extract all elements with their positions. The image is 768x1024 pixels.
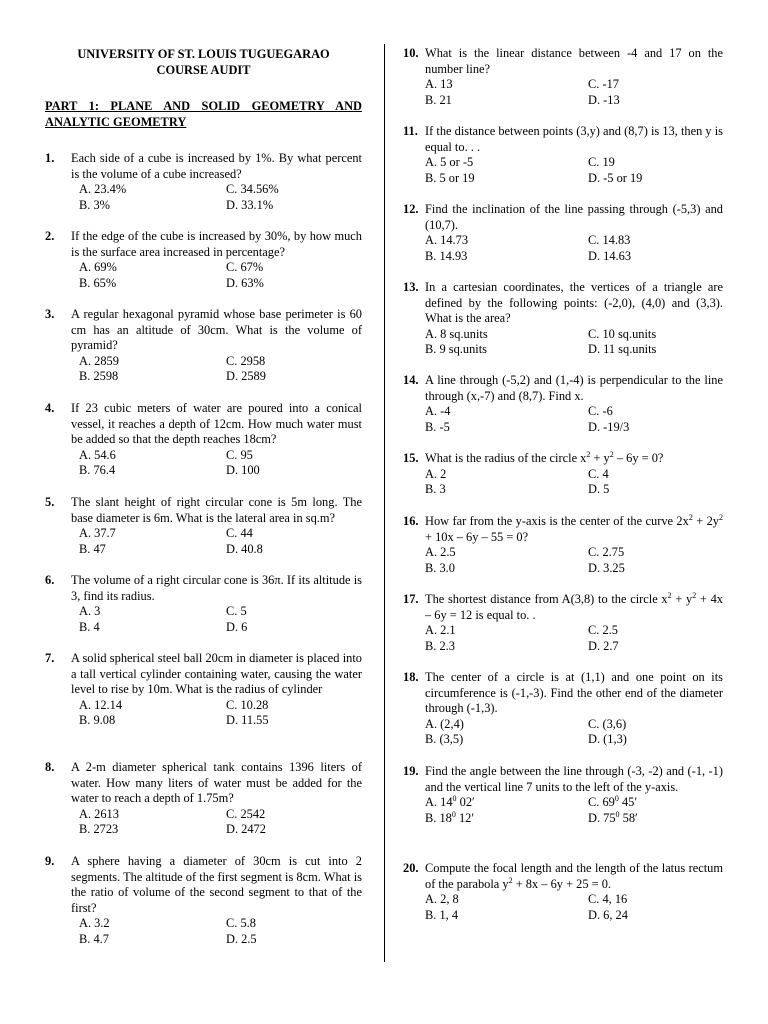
question-7 — [45, 651, 362, 729]
choice-row — [79, 463, 362, 479]
answer-choice: A. 69% — [79, 260, 117, 275]
answer-choices — [425, 233, 723, 264]
answer-choice: A. 3.2 — [79, 916, 110, 931]
answer-choice: D. 11.55 — [226, 713, 269, 728]
choice-row — [425, 908, 723, 924]
answer-choice: C. 4 — [588, 466, 609, 481]
question-number: 19. — [403, 764, 419, 778]
text-segment: D. 75 — [588, 810, 616, 825]
answer-choice: A. (2,4) — [425, 716, 464, 731]
choice-row — [79, 260, 362, 276]
text-segment: The shortest distance from A(3,8) to the circle x — [425, 592, 668, 606]
question-text: A regular hexagonal pyramid whose base perimeter is 60 cm has an altitude of 30cm. What is the volume of pyramid? — [71, 307, 362, 353]
question-text: In a cartesian coordinates, the vertices of a triangle are defined by the following points: (-2,0), (4,0) and (3,3). What is the area? — [425, 280, 723, 326]
choice-row — [79, 807, 362, 823]
answer-choices — [79, 260, 362, 291]
text-segment: + 2y — [692, 514, 719, 528]
answer-choice — [425, 811, 588, 827]
question-number: 3. — [45, 307, 55, 321]
answer-choice: D. 63% — [226, 275, 264, 290]
answer-choice: D. 3.25 — [588, 560, 625, 575]
choice-row — [79, 916, 362, 932]
question-number: 20. — [403, 861, 419, 875]
question-number: 6. — [45, 573, 55, 587]
answer-choice: B. 9 sq.units — [425, 342, 487, 357]
answer-choice: B. 3 — [425, 482, 446, 497]
answer-choice: C. 5.8 — [226, 916, 256, 931]
choice-row — [79, 369, 362, 385]
answer-choice: A. 2.5 — [425, 545, 456, 560]
question-text: If the edge of the cube is increased by 30%, by how much is the surface area increased in percentage? — [71, 229, 362, 259]
text-segment: 45′ — [618, 795, 638, 810]
column-divider — [384, 44, 385, 962]
answer-choice: A. 54.6 — [79, 447, 116, 462]
superscript: 2 — [586, 449, 591, 459]
question-3 — [45, 307, 362, 385]
choice-row — [425, 233, 723, 249]
question-1 — [45, 151, 362, 213]
text-segment: + 10x – 6y – 55 = 0? — [425, 529, 529, 544]
choice-row — [425, 892, 723, 908]
question-text: The volume of a right circular cone is 36π. If its altitude is 3, find its radius. — [71, 573, 362, 603]
text-segment: + y — [590, 451, 610, 465]
answer-choices — [79, 448, 362, 479]
question-19 — [403, 764, 723, 826]
question-4 — [45, 401, 362, 479]
answer-choice — [425, 795, 588, 811]
choice-row — [425, 77, 723, 93]
answer-choice: C. 2958 — [226, 353, 266, 368]
answer-choice: A. 12.14 — [79, 697, 123, 712]
answer-choice — [588, 795, 637, 811]
text-segment: C. 69 — [588, 795, 615, 810]
choice-row — [79, 713, 362, 729]
question-5 — [45, 495, 362, 557]
answer-choice: D. 5 — [588, 482, 610, 497]
question-number: 18. — [403, 670, 419, 684]
answer-choice: A. 37.7 — [79, 526, 116, 541]
superscript: 2 — [609, 449, 614, 459]
choice-row — [425, 732, 723, 748]
answer-choices — [425, 717, 723, 748]
answer-choice: B. 9.08 — [79, 713, 116, 728]
answer-choice: A. 14.73 — [425, 233, 469, 248]
question-text: Find the angle between the line through (-3, -2) and (-1, -1) and the vertical line 7 units to the left of the y-axis. — [425, 764, 723, 794]
choice-row — [79, 182, 362, 198]
superscript: 0 — [451, 809, 456, 819]
question-text: The slant height of right circular cone is 5m long. The base diameter is 6m. What is the lateral area in sq.m? — [71, 495, 362, 525]
choice-row — [79, 276, 362, 292]
choice-row — [425, 795, 723, 811]
answer-choice: B. 2598 — [79, 369, 119, 384]
question-15 — [403, 451, 723, 498]
question-17 — [403, 592, 723, 654]
choice-row — [425, 155, 723, 171]
answer-choices — [425, 892, 723, 923]
answer-choice: B. 2723 — [79, 822, 119, 837]
answer-choice: D. 2.5 — [226, 931, 257, 946]
answer-choices — [79, 526, 362, 557]
choice-row — [425, 93, 723, 109]
answer-choices — [425, 623, 723, 654]
question-text: A solid spherical steel ball 20cm in diameter is placed into a tall vertical cylinder containing water, causing the water level to rise by 10m. What is the radius of cylinder — [71, 651, 362, 697]
answer-choice: B. 4 — [79, 619, 100, 634]
choice-row — [79, 198, 362, 214]
answer-choice: A. 5 or -5 — [425, 155, 474, 170]
question-number: 11. — [403, 124, 418, 138]
question-13 — [403, 280, 723, 358]
question-9 — [45, 854, 362, 948]
question-number: 17. — [403, 592, 419, 606]
answer-choice: B. -5 — [425, 419, 450, 434]
answer-choices — [79, 698, 362, 729]
question-12 — [403, 202, 723, 264]
question-number: 4. — [45, 401, 55, 415]
answer-choice: D. -19/3 — [588, 419, 630, 434]
answer-choice: D. 2472 — [226, 822, 266, 837]
answer-choice: D. 6, 24 — [588, 907, 628, 922]
question-text — [425, 451, 723, 467]
answer-choice: D. 2.7 — [588, 638, 619, 653]
choice-row — [425, 249, 723, 265]
answer-choice: C. 14.83 — [588, 233, 631, 248]
text-segment: What is the radius of the circle x — [425, 451, 587, 465]
choice-row — [79, 620, 362, 636]
question-text: A line through (-5,2) and (1,-4) is perpendicular to the line through (x,-7) and (8,7). Find x. — [425, 373, 723, 403]
choice-row — [425, 342, 723, 358]
answer-choices — [425, 545, 723, 576]
answer-choice: C. 2.5 — [588, 623, 618, 638]
answer-choice: A. 2, 8 — [425, 892, 459, 907]
choice-row — [425, 561, 723, 577]
answer-choices — [425, 404, 723, 435]
answer-choice: B. 14.93 — [425, 248, 468, 263]
question-number: 12. — [403, 202, 419, 216]
choice-row — [79, 698, 362, 714]
answer-choice: D. 11 sq.units — [588, 342, 657, 357]
choice-row — [79, 354, 362, 370]
superscript: 0 — [452, 794, 457, 804]
answer-choices — [79, 916, 362, 947]
choice-row — [425, 327, 723, 343]
document-title: COURSE AUDIT — [156, 63, 251, 77]
question-14 — [403, 373, 723, 435]
text-segment: 58′ — [619, 810, 638, 825]
answer-choice: C. 95 — [226, 447, 253, 462]
question-text: What is the linear distance between -4 and 17 on the number line? — [425, 46, 723, 76]
choice-row — [425, 404, 723, 420]
answer-choice: B. (3,5) — [425, 732, 464, 747]
university-name: UNIVERSITY OF ST. LOUIS TUGUEGARAO — [77, 47, 330, 61]
question-number: 13. — [403, 280, 419, 294]
answer-choices — [425, 467, 723, 498]
superscript: 2 — [508, 875, 513, 885]
question-11 — [403, 124, 723, 186]
question-20 — [403, 861, 723, 923]
question-text — [425, 592, 723, 623]
superscript: 2 — [692, 590, 697, 600]
answer-choice: B. 65% — [79, 275, 117, 290]
answer-choice: A. -4 — [425, 404, 451, 419]
answer-choice: C. (3,6) — [588, 716, 627, 731]
choice-row — [425, 639, 723, 655]
question-number: 16. — [403, 514, 419, 528]
question-8 — [45, 760, 362, 838]
answer-choice: C. 44 — [226, 526, 253, 541]
answer-choice: B. 21 — [425, 92, 452, 107]
question-number: 2. — [45, 229, 55, 243]
question-text: If the distance between points (3,y) and (8,7) is 13, then y is equal to. . . — [425, 124, 723, 154]
answer-choice: D. -13 — [588, 92, 620, 107]
part-title: PART 1: PLANE AND SOLID GEOMETRY AND ANALYTIC GEOMETRY — [45, 99, 362, 129]
question-number: 9. — [45, 854, 55, 868]
answer-choices — [425, 77, 723, 108]
answer-choice: D. 40.8 — [226, 541, 263, 556]
answer-choices — [79, 182, 362, 213]
answer-choice: B. 2.3 — [425, 638, 455, 653]
choice-row — [425, 171, 723, 187]
choice-row — [425, 467, 723, 483]
answer-choice: D. -5 or 19 — [588, 170, 643, 185]
choice-row — [79, 822, 362, 838]
question-text: Each side of a cube is increased by 1%. By what percent is the volume of a cube increased? — [71, 151, 362, 181]
answer-choices — [425, 155, 723, 186]
superscript: 2 — [688, 512, 693, 522]
answer-choice: A. 3 — [79, 604, 101, 619]
answer-choice — [588, 811, 638, 827]
text-segment: Compute the focal length and the length of the latus rectum of the parabola y — [425, 861, 723, 891]
choice-row — [79, 542, 362, 558]
question-number: 8. — [45, 760, 55, 774]
answer-choice: A. 13 — [425, 77, 453, 92]
question-number: 15. — [403, 451, 419, 465]
answer-choice: C. 10.28 — [226, 697, 269, 712]
answer-choice: A. 2859 — [79, 353, 119, 368]
question-text — [425, 514, 723, 545]
document-header — [45, 46, 362, 78]
answer-choice: C. 10 sq.units — [588, 326, 657, 341]
answer-choice: B. 4.7 — [79, 931, 109, 946]
answer-choice: A. 23.4% — [79, 182, 127, 197]
answer-choice: C. 19 — [588, 155, 615, 170]
choice-row — [425, 545, 723, 561]
answer-choice: D. 14.63 — [588, 248, 632, 263]
answer-choice: A. 2 — [425, 466, 447, 481]
question-number: 7. — [45, 651, 55, 665]
answer-choices — [79, 604, 362, 635]
text-segment: + 8x – 6y + 25 = 0. — [512, 876, 612, 891]
text-segment: + y — [671, 592, 693, 606]
superscript: 2 — [719, 512, 723, 522]
answer-choice: B. 3.0 — [425, 560, 455, 575]
answer-choice: D. 6 — [226, 619, 248, 634]
question-text: If 23 cubic meters of water are poured into a conical vessel, it reaches a depth of 12cm. How much water must be added so that the depth reaches 18cm? — [71, 401, 362, 447]
answer-choice: B. 47 — [79, 541, 106, 556]
answer-choice: B. 3% — [79, 197, 110, 212]
question-number: 10. — [403, 46, 419, 60]
answer-choice: D. (1,3) — [588, 732, 627, 747]
answer-choice: B. 76.4 — [79, 463, 116, 478]
question-6 — [45, 573, 362, 635]
answer-choice: B. 5 or 19 — [425, 170, 475, 185]
question-text: A 2-m diameter spherical tank contains 1396 liters of water. How many liters of water must be added for the water to reach a depth of 1.75m? — [71, 760, 362, 806]
answer-choice: C. 67% — [226, 260, 264, 275]
answer-choice: C. 4, 16 — [588, 892, 628, 907]
answer-choice: A. 2.1 — [425, 623, 456, 638]
text-segment: A. 14 — [425, 795, 453, 810]
answer-choice: C. 2.75 — [588, 545, 625, 560]
choice-row — [79, 932, 362, 948]
text-segment: – 6y = 0? — [613, 451, 664, 465]
choice-row — [425, 717, 723, 733]
text-segment: + 4x – 6y = 12 is equal to. . — [425, 592, 723, 622]
question-number: 5. — [45, 495, 55, 509]
answer-choice: C. 34.56% — [226, 182, 279, 197]
question-number: 1. — [45, 151, 55, 165]
superscript: 0 — [615, 809, 620, 819]
text-segment: B. 18 — [425, 810, 452, 825]
question-number: 14. — [403, 373, 419, 387]
answer-choice: D. 2589 — [226, 369, 266, 384]
choice-row — [79, 604, 362, 620]
choice-row — [79, 526, 362, 542]
question-10 — [403, 46, 723, 108]
answer-choices — [79, 807, 362, 838]
answer-choice: C. 2542 — [226, 806, 266, 821]
answer-choice: C. 5 — [226, 604, 247, 619]
choice-row — [425, 482, 723, 498]
text-segment: 12′ — [455, 810, 475, 825]
choice-row — [425, 811, 723, 827]
text-segment: How far from the y-axis is the center of the curve 2x — [425, 514, 689, 528]
question-text: The center of a circle is at (1,1) and one point on its circumference is (-1,-3). Find the other end of the diameter through (-1,3). — [425, 670, 723, 716]
answer-choices — [425, 795, 723, 826]
answer-choice: B. 1, 4 — [425, 907, 459, 922]
question-text — [425, 861, 723, 892]
superscript: 2 — [667, 590, 672, 600]
answer-choice: D. 100 — [226, 463, 260, 478]
choice-row — [425, 420, 723, 436]
answer-choice: D. 33.1% — [226, 197, 274, 212]
choice-row — [79, 448, 362, 464]
superscript: 0 — [614, 794, 619, 804]
question-text: A sphere having a diameter of 30cm is cut into 2 segments. The altitude of the first segment is 8cm. What is the ratio of volume of the second segment to that of the first? — [71, 854, 362, 915]
question-2 — [45, 229, 362, 291]
text-segment: 02′ — [456, 795, 475, 810]
question-text: Find the inclination of the line passing through (-5,3) and (10,7). — [425, 202, 723, 232]
answer-choices — [425, 327, 723, 358]
answer-choice: A. 2613 — [79, 806, 119, 821]
answer-choices — [79, 354, 362, 385]
choice-row — [425, 623, 723, 639]
question-16 — [403, 514, 723, 576]
answer-choice: C. -6 — [588, 404, 613, 419]
answer-choice: A. 8 sq.units — [425, 326, 488, 341]
answer-choice: C. -17 — [588, 77, 619, 92]
question-18 — [403, 670, 723, 748]
